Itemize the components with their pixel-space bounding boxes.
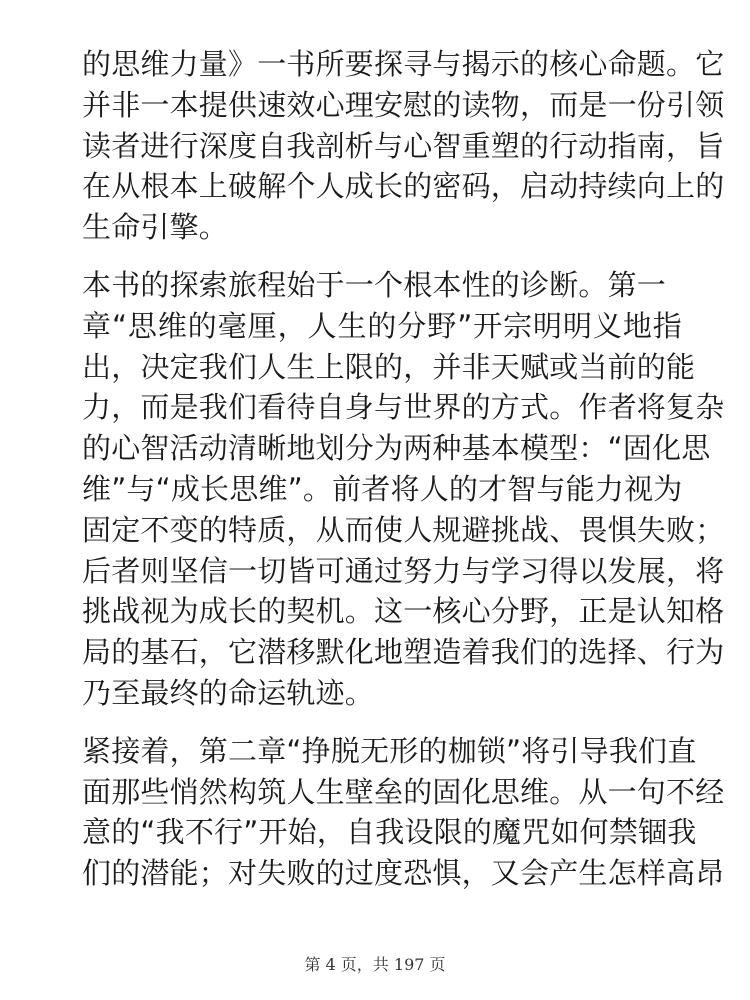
text-line: 在从根本上破解个人成长的密码，启动持续向上的 [82,169,725,204]
text-line: 力，而是我们看待自身与世界的方式。作者将复杂 [82,390,725,425]
text-line: 紧接着，第二章“挣脱无形的枷锁”将引导我们直 [82,733,697,768]
text-line: 乃至最终的命运轨迹。 [82,675,375,710]
text-line: 挑战视为成长的契机。这一核心分野，正是认知格 [82,594,725,629]
text-line: 后者则坚信一切皆可通过努力与学习得以发展，将 [82,553,725,588]
text-line: 固定不变的特质，从而使人规避挑战、畏惧失败； [82,512,725,547]
text-line: 意的“我不行”开始，自我设限的魔咒如何禁锢我 [82,815,697,850]
text-line: 的心智活动清晰地划分为两种基本模型：“固化思 [82,431,711,466]
text-line: 维”与“成长思维”。前者将人的才智与能力视为 [82,471,683,506]
page-number: 第 4 页，共 197 页 [304,955,446,974]
text-line: 本书的探索旅程始于一个根本性的诊断。第一 [82,267,667,302]
text-line: 们的潜能；对失败的过度恐惧，又会产生怎样高昂 [82,856,725,891]
text-line: 生命引擎。 [82,210,229,245]
text-line: 读者进行深度自我剖析与心智重塑的行动指南，旨 [82,128,725,163]
text-line: 出，决定我们人生上限的，并非天赋或当前的能 [82,349,696,384]
paragraph-1 [82,44,725,248]
paragraph-3 [82,731,725,894]
paragraph-2 [82,265,725,714]
text-line: 的思维力量》一书所要探寻与揭示的核心命题。它 [82,47,725,81]
text-line: 章“思维的毫厘，人生的分野”开宗明明义地指 [82,308,682,343]
text-line: 面那些悄然构筑人生壁垒的固化思维。从一句不经 [82,774,725,809]
text-line: 并非一本提供速效心理安慰的读物，而是一份引领 [82,87,725,122]
document-body [82,44,725,911]
text-line: 局的基石，它潜移默化地塑造着我们的选择、行为 [82,635,725,670]
